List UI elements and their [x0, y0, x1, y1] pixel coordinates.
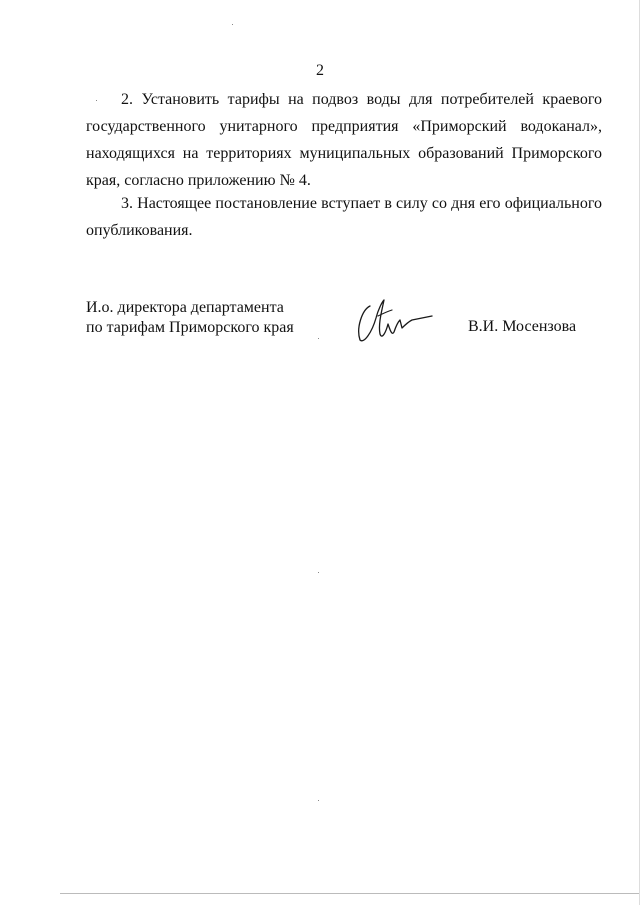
paragraph-3: 3. Настоящее постановление вступает в силу со дня его официального опубликования. [86, 195, 602, 239]
signatory-title-line-2: по тарифам Приморского края [86, 319, 294, 336]
signatory-title-line-1: И.о. директора департамента [86, 299, 284, 316]
paragraph-2: 2. Установить тарифы на подвоз воды для потребителей краевого государственного унитарного предприятия «Приморский водоканал», находящихся на территориях муниципальных образований Приморского края, согласно приложению № 4. [86, 91, 602, 189]
scan-speck [318, 338, 319, 339]
signatory-title [86, 298, 294, 338]
signatory-name: В.И. Мосензова [468, 318, 577, 335]
page-number: 2 [316, 62, 324, 79]
scan-speck [96, 100, 97, 101]
scan-bottom-edge [60, 893, 640, 894]
scan-speck [318, 572, 319, 573]
scan-speck [232, 24, 233, 25]
scan-speck [318, 800, 319, 801]
handwritten-signature [352, 296, 434, 346]
